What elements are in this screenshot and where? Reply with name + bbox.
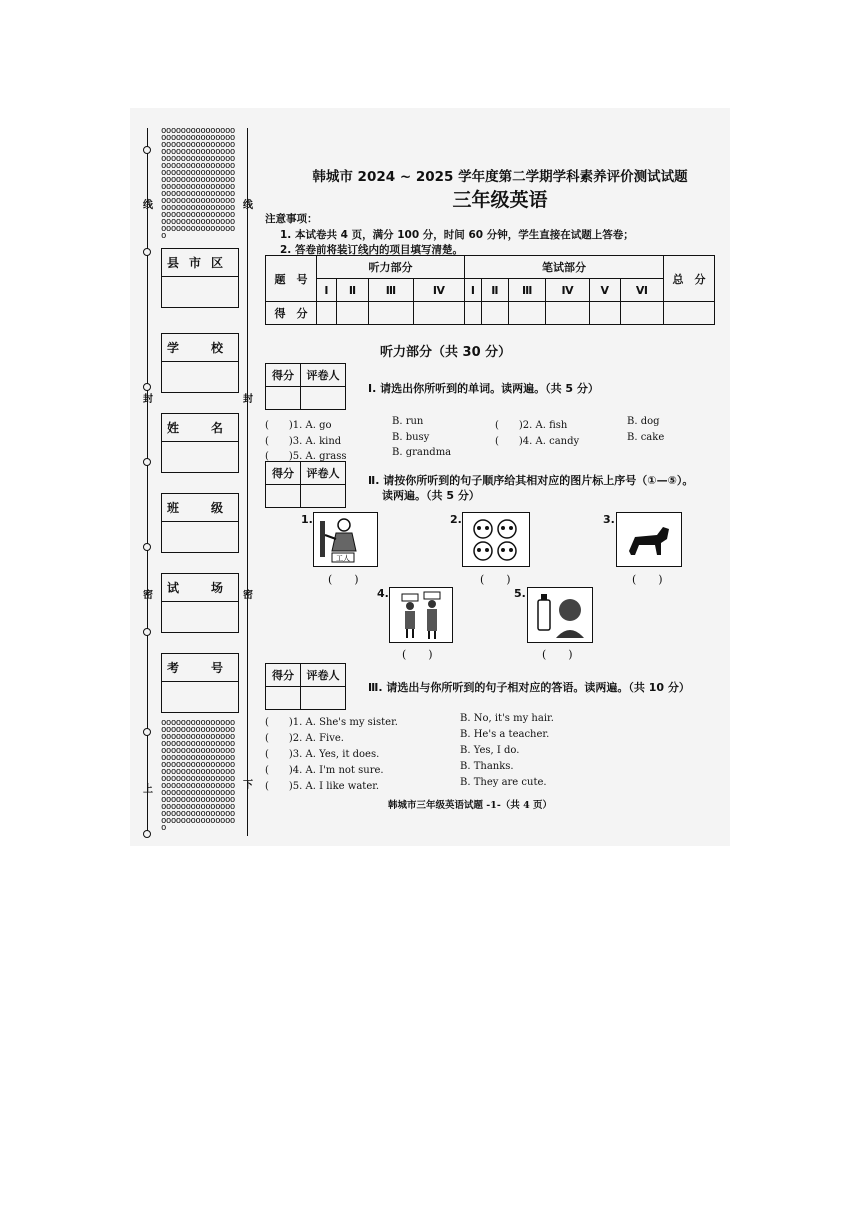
info-box-county[interactable] — [161, 248, 239, 308]
binding-dot — [143, 458, 151, 466]
picture-bottle-man — [527, 587, 593, 643]
grader-name-cell[interactable] — [301, 687, 346, 710]
score-cell[interactable] — [508, 302, 546, 325]
binding-char-down: 下 — [243, 780, 253, 791]
grader-table-q3 — [265, 663, 346, 710]
info-field-exam-number[interactable] — [162, 682, 238, 712]
picture-two-people — [389, 587, 453, 643]
q3-item-2-b: B. He's a teacher. — [460, 729, 550, 740]
score-table-cell: Ⅴ — [589, 279, 620, 302]
binding-dot — [143, 830, 151, 838]
binding-dot — [143, 628, 151, 636]
score-cell-total[interactable] — [664, 302, 715, 325]
grader-label: 评卷人 — [301, 664, 346, 687]
info-label-county: 县市区 — [162, 249, 238, 277]
picture-3-answer[interactable]: ( ) — [632, 573, 663, 586]
q1-heading: Ⅰ. 请选出你所听到的单词。读两遍。（共 5 分） — [368, 382, 599, 395]
q1-item-5-b: B. grandma — [392, 447, 452, 458]
score-cell[interactable] — [369, 302, 414, 325]
q3-item-3-b: B. Yes, I do. — [460, 745, 520, 756]
score-table — [265, 255, 715, 325]
grader-score-label: 得分 — [266, 462, 301, 485]
q1-item-3: ( )3. A. kind — [265, 436, 342, 447]
exam-sheet — [130, 108, 730, 846]
dog-icon — [617, 513, 681, 566]
binding-dot — [143, 248, 151, 256]
worker-icon — [314, 513, 377, 566]
info-label-exam-number: 考 号 — [162, 654, 238, 682]
score-table-cell: Ⅳ — [546, 279, 589, 302]
info-label-exam-room: 试 场 — [162, 574, 238, 602]
section-title: 听力部分（共 30 分） — [380, 345, 512, 360]
q3-item-3: ( )3. A. Yes, it does. — [265, 749, 380, 760]
panda-icon — [463, 513, 529, 566]
info-label-name: 姓 名 — [162, 414, 238, 442]
picture-number-4: 4. — [377, 587, 389, 600]
grader-name-cell[interactable] — [301, 387, 346, 410]
score-table-listening-header: 听力部分 — [317, 256, 465, 279]
exam-title: 韩城市 2024 ~ 2025 学年度第二学期学科素养评价测试试题 — [312, 169, 688, 185]
grader-name-cell[interactable] — [301, 485, 346, 508]
picture-number-1: 1. — [301, 513, 313, 526]
score-table-cell: Ⅵ — [620, 279, 663, 302]
score-cell[interactable] — [413, 302, 464, 325]
binding-char-top: 线 — [143, 200, 153, 211]
info-box-exam-number[interactable] — [161, 653, 239, 713]
picture-number-3: 3. — [603, 513, 615, 526]
score-cell[interactable] — [317, 302, 337, 325]
info-box-school[interactable] — [161, 333, 239, 393]
binding-char-secret: 密 — [143, 590, 153, 601]
info-label-class: 班 级 — [162, 494, 238, 522]
score-cell[interactable] — [620, 302, 663, 325]
q1-item-2-b: B. dog — [627, 416, 660, 427]
q3-item-4: ( )4. A. I'm not sure. — [265, 765, 384, 776]
binding-char-seal-right: 封 — [243, 394, 253, 405]
bottle-man-icon — [528, 588, 592, 642]
q1-item-1-b: B. run — [392, 416, 424, 427]
score-cell[interactable] — [546, 302, 589, 325]
people-icon — [390, 588, 452, 642]
score-table-cell: Ⅰ — [317, 279, 337, 302]
info-box-name[interactable] — [161, 413, 239, 473]
info-field-exam-room[interactable] — [162, 602, 238, 632]
info-label-school: 学 校 — [162, 334, 238, 362]
q2-heading-line2: 读两遍。（共 5 分） — [382, 489, 480, 502]
q1-item-1: ( )1. A. go — [265, 420, 332, 431]
decorative-dot-pattern-bottom: oooooooooooooooooooooooooooooooooooooooooooooooooooooooooooooooooooooooooooooooooooooooooooooooooooooooooooooooooooooooooooooooooooooooooooooooooooooooooooooooooooooooooooooooooooooooooooooooooooooooooooooooooooooooooooooooooo — [161, 720, 235, 832]
q3-heading: Ⅲ. 请选出与你所听到的句子相对应的答语。读两遍。（共 10 分） — [368, 681, 690, 694]
picture-number-2: 2. — [450, 513, 462, 526]
decorative-dot-pattern-top: oooooooooooooooooooooooooooooooooooooooooooooooooooooooooooooooooooooooooooooooooooooooooooooooooooooooooooooooooooooooooooooooooooooooooooooooooooooooooooooooooooooooooooooooooooooooooooooooooooooooooooooooooooooooooooooooooo — [161, 128, 235, 240]
exam-subtitle: 三年级英语 — [452, 189, 548, 211]
score-table-total-header: 总 分 — [664, 256, 715, 302]
score-table-cell: Ⅳ — [413, 279, 464, 302]
picture-5-answer[interactable]: ( ) — [542, 648, 573, 661]
q3-item-2: ( )2. A. Five. — [265, 733, 344, 744]
score-cell[interactable] — [465, 302, 482, 325]
info-field-school[interactable] — [162, 362, 238, 392]
score-table-cell: Ⅱ — [336, 279, 368, 302]
q2-heading: Ⅱ. 请按你所听到的句子顺序给其相对应的图片标上序号（①—⑤）。 — [368, 474, 694, 487]
info-box-class[interactable] — [161, 493, 239, 553]
page-footer: 韩城市三年级英语试题 -1-（共 4 页） — [387, 800, 553, 811]
score-table-cell: Ⅱ — [481, 279, 508, 302]
picture-dog — [616, 512, 682, 567]
q3-item-4-b: B. Thanks. — [460, 761, 514, 772]
score-cell[interactable] — [481, 302, 508, 325]
info-field-class[interactable] — [162, 522, 238, 552]
score-table-cell: Ⅰ — [465, 279, 482, 302]
binding-char-up: 上 — [143, 784, 153, 795]
grader-score-cell[interactable] — [266, 485, 301, 508]
grader-score-label: 得分 — [266, 664, 301, 687]
binding-dot — [143, 728, 151, 736]
score-table-col-header: 题 号 — [266, 256, 317, 302]
picture-worker — [313, 512, 378, 567]
q1-item-4: ( )4. A. candy — [495, 436, 580, 447]
q3-item-5: ( )5. A. I like water. — [265, 781, 380, 792]
notice-label: 注意事项： — [265, 213, 318, 225]
q1-item-3-b: B. busy — [392, 432, 430, 443]
picture-4-answer[interactable]: ( ) — [402, 648, 433, 661]
grader-label: 评卷人 — [301, 364, 346, 387]
info-field-name[interactable] — [162, 442, 238, 472]
grader-score-cell[interactable] — [266, 687, 301, 710]
picture-1-answer[interactable]: ( ) — [328, 573, 359, 586]
binding-char-secret-right: 密 — [243, 590, 253, 601]
score-cell[interactable] — [336, 302, 368, 325]
right-binding-line — [247, 128, 248, 836]
binding-char-seal: 封 — [143, 394, 153, 405]
score-cell[interactable] — [589, 302, 620, 325]
score-table-cell: Ⅲ — [508, 279, 546, 302]
q3-item-1-b: B. No, it's my hair. — [460, 713, 554, 724]
q1-item-5: ( )5. A. grass — [265, 451, 347, 462]
grader-table-q1 — [265, 363, 346, 410]
picture-2-answer[interactable]: ( ) — [480, 573, 511, 586]
binding-dot — [143, 146, 151, 154]
score-table-score-label: 得 分 — [266, 302, 317, 325]
q3-item-1: ( )1. A. She's my sister. — [265, 717, 398, 728]
picture-number-5: 5. — [514, 587, 526, 600]
q1-item-2: ( )2. A. fish — [495, 420, 568, 431]
info-field-county[interactable] — [162, 277, 238, 307]
binding-dot — [143, 543, 151, 551]
score-table-writing-header: 笔试部分 — [465, 256, 664, 279]
q1-item-4-b: B. cake — [627, 432, 665, 443]
grader-table-q2 — [265, 461, 346, 508]
grader-score-label: 得分 — [266, 364, 301, 387]
notice-item-2: 2. 答卷前将装订线内的项目填写清楚。 — [280, 244, 463, 256]
grader-label: 评卷人 — [301, 462, 346, 485]
info-box-exam-room[interactable] — [161, 573, 239, 633]
worker-sign-label: 工人 — [336, 554, 350, 563]
score-table-cell: Ⅲ — [369, 279, 414, 302]
notice-item-1: 1. 本试卷共 4 页，满分 100 分，时间 60 分钟，学生直接在试题上答卷； — [280, 229, 634, 241]
picture-pandas — [462, 512, 530, 567]
binding-char-top-right: 线 — [243, 200, 253, 211]
grader-score-cell[interactable] — [266, 387, 301, 410]
q3-item-5-b: B. They are cute. — [460, 777, 547, 788]
